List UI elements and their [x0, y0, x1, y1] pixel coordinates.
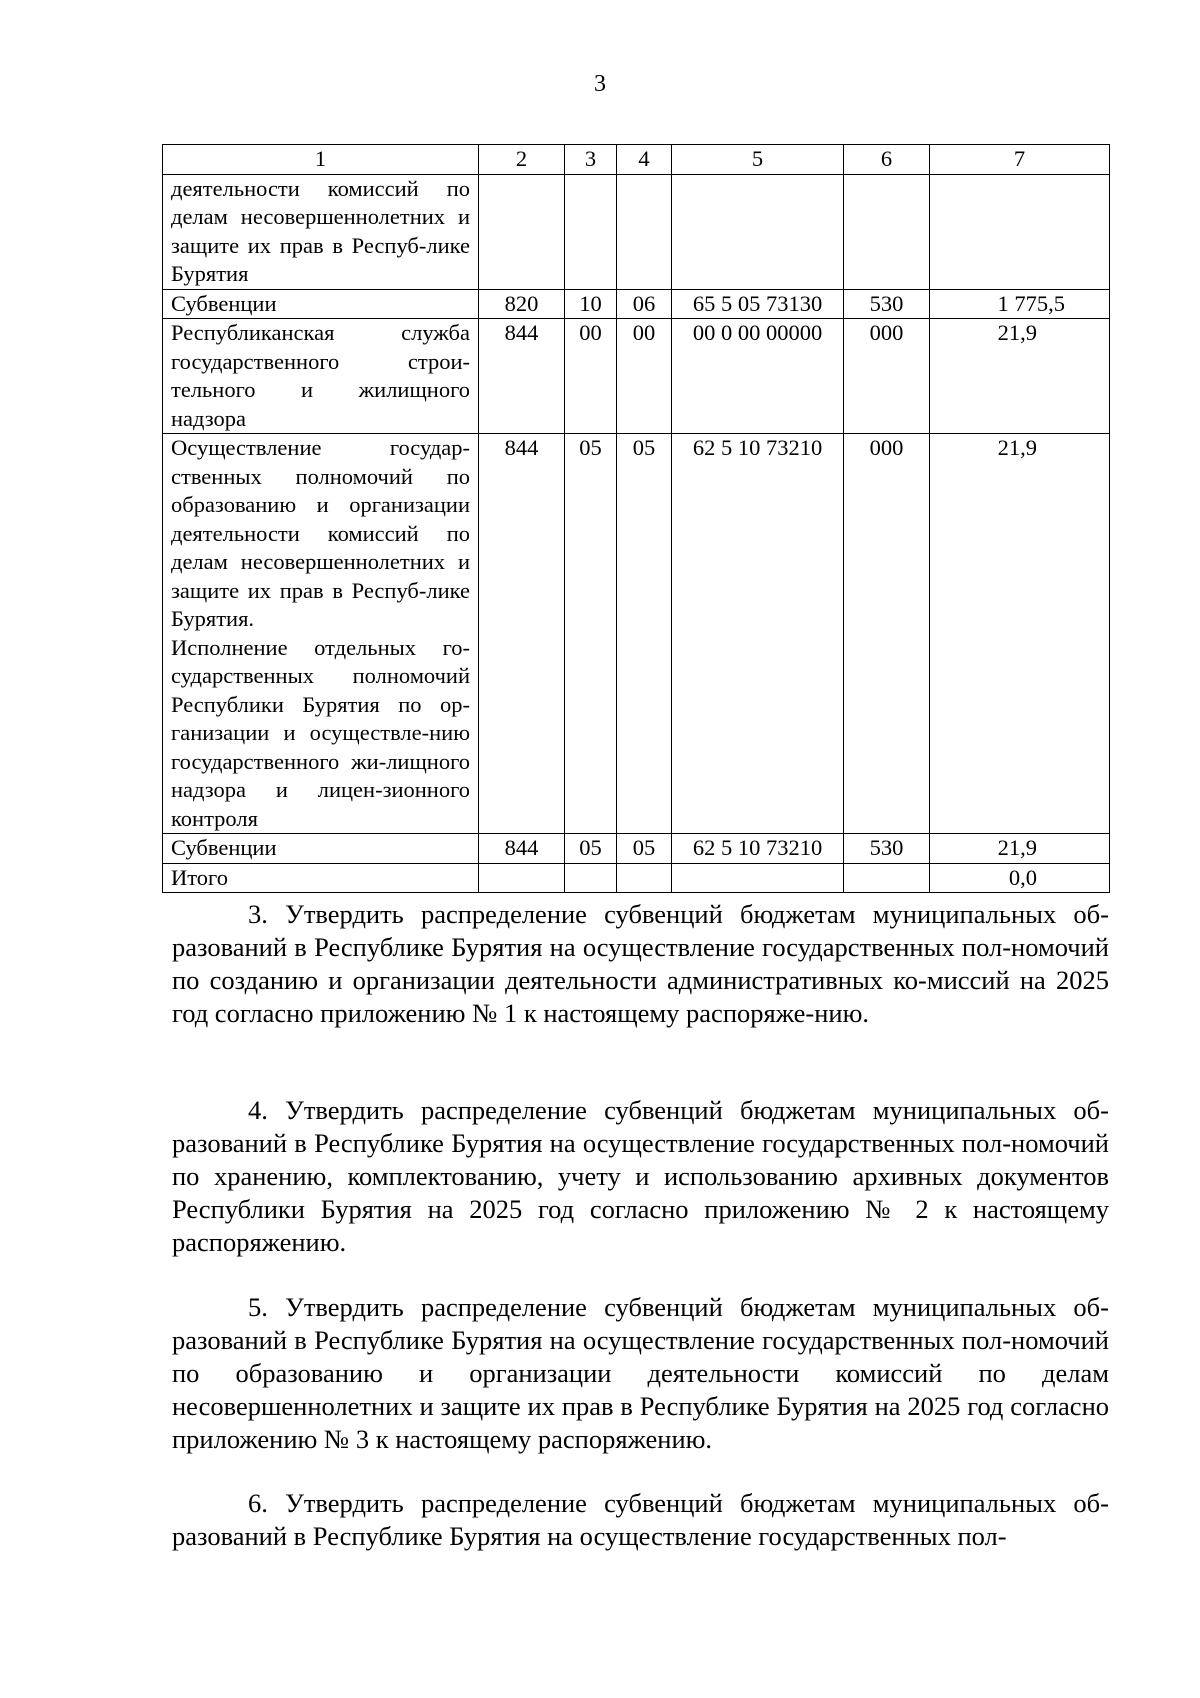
table-cell: 00 — [617, 319, 672, 434]
table-cell — [479, 174, 565, 289]
header-cell: 1 — [163, 145, 479, 175]
table-cell: 05 — [565, 834, 617, 864]
table-cell: 844 — [479, 319, 565, 434]
table-cell — [844, 863, 930, 893]
table-cell: 844 — [479, 834, 565, 864]
table-cell: 844 — [479, 434, 565, 834]
table-cell — [565, 174, 617, 289]
table-header-row — [163, 145, 1110, 175]
table-row — [163, 834, 1110, 864]
paragraph-6: 6. Утвердить распределение субвенций бюджетам муниципальных об-разований в Республике Бурятия на осуществление государственных пол- — [172, 1488, 1109, 1551]
row-name-cell: Итого — [163, 863, 479, 893]
row-name-cell: Субвенции — [163, 834, 479, 864]
header-cell: 6 — [844, 145, 930, 175]
header-cell: 2 — [479, 145, 565, 175]
row-name-cell: Субвенции — [163, 289, 479, 319]
table-cell — [844, 174, 930, 289]
table-cell: 05 — [617, 834, 672, 864]
page-number: 3 — [594, 71, 606, 97]
table-cell — [672, 174, 844, 289]
header-cell: 3 — [565, 145, 617, 175]
row-name-cell: деятельности комиссий по делам несовершеннолетних и защите их прав в Респуб-лике Бурятия — [163, 174, 479, 289]
table-cell: 65 5 05 73130 — [672, 289, 844, 319]
table-cell: 05 — [617, 434, 672, 834]
row-name-cell — [163, 434, 479, 834]
table-row-total — [163, 863, 1110, 893]
table-row — [163, 174, 1110, 289]
table-cell: 62 5 10 73210 — [672, 434, 844, 834]
table-cell — [672, 863, 844, 893]
header-cell: 7 — [930, 145, 1110, 175]
table-cell: 05 — [565, 434, 617, 834]
table-cell: 21,9 — [930, 434, 1110, 834]
table-cell: 000 — [844, 319, 930, 434]
table-cell: 530 — [844, 834, 930, 864]
row-name-cell: Республиканская служба государственного строи-тельного и жилищного надзора — [163, 319, 479, 434]
table-cell — [565, 863, 617, 893]
table-cell: 21,9 — [930, 834, 1110, 864]
table-cell — [479, 863, 565, 893]
budget-table — [162, 144, 1110, 893]
table-cell: 530 — [844, 289, 930, 319]
table-cell — [617, 174, 672, 289]
table-cell: 0,0 — [930, 863, 1110, 893]
table-cell: 06 — [617, 289, 672, 319]
header-cell: 5 — [672, 145, 844, 175]
table-cell: 000 — [844, 434, 930, 834]
table-cell — [930, 174, 1110, 289]
table-cell — [617, 863, 672, 893]
table-cell: 00 0 00 00000 — [672, 319, 844, 434]
table-row — [163, 319, 1110, 434]
table-cell: 1 775,5 — [930, 289, 1110, 319]
paragraph-4: 4. Утвердить распределение субвенций бюджетам муниципальных об-разований в Республике Бурятия на осуществление государственных пол-номочий по хранению, комплектованию, учету и использованию архивных документов Республики Бурятия на 2025 год согласно приложению № 2 к настоящему распоряжению. — [172, 1095, 1109, 1257]
paragraph-3: 3. Утвердить распределение субвенций бюджетам муниципальных об-разований в Республике Бурятия на осуществление государственных пол-номочий по созданию и организации деятельности административных ко-миссий на 2025 год согласно приложению № 1 к настоящему распоряже-нию. — [172, 899, 1109, 1028]
header-cell: 4 — [617, 145, 672, 175]
row-name-part: Осуществление государ-ственных полномочий по образованию и организации деятельности комиссий по делам несовершеннолетних и защите их прав в Респуб-лике Бурятия. — [171, 435, 470, 631]
paragraph-5: 5. Утвердить распределение субвенций бюджетам муниципальных об-разований в Республике Бурятия на осуществление государственных пол-номочий по образованию и организации деятельности комиссий по делам несовершеннолетних и защите их прав в Республике Бурятия на 2025 год согласно приложению № 3 к настоящему распоряжению. — [172, 1292, 1109, 1454]
table-cell: 820 — [479, 289, 565, 319]
table-cell: 21,9 — [930, 319, 1110, 434]
table-cell: 62 5 10 73210 — [672, 834, 844, 864]
row-name-part: Исполнение отдельных го-сударственных полномочий Республики Бурятия по ор-ганизации и осуществле-нию государственного жи-лищного надзора и лицен-зионного контроля — [171, 634, 470, 831]
table-row — [163, 434, 1110, 834]
table-row — [163, 289, 1110, 319]
table-cell: 00 — [565, 319, 617, 434]
table-cell: 10 — [565, 289, 617, 319]
